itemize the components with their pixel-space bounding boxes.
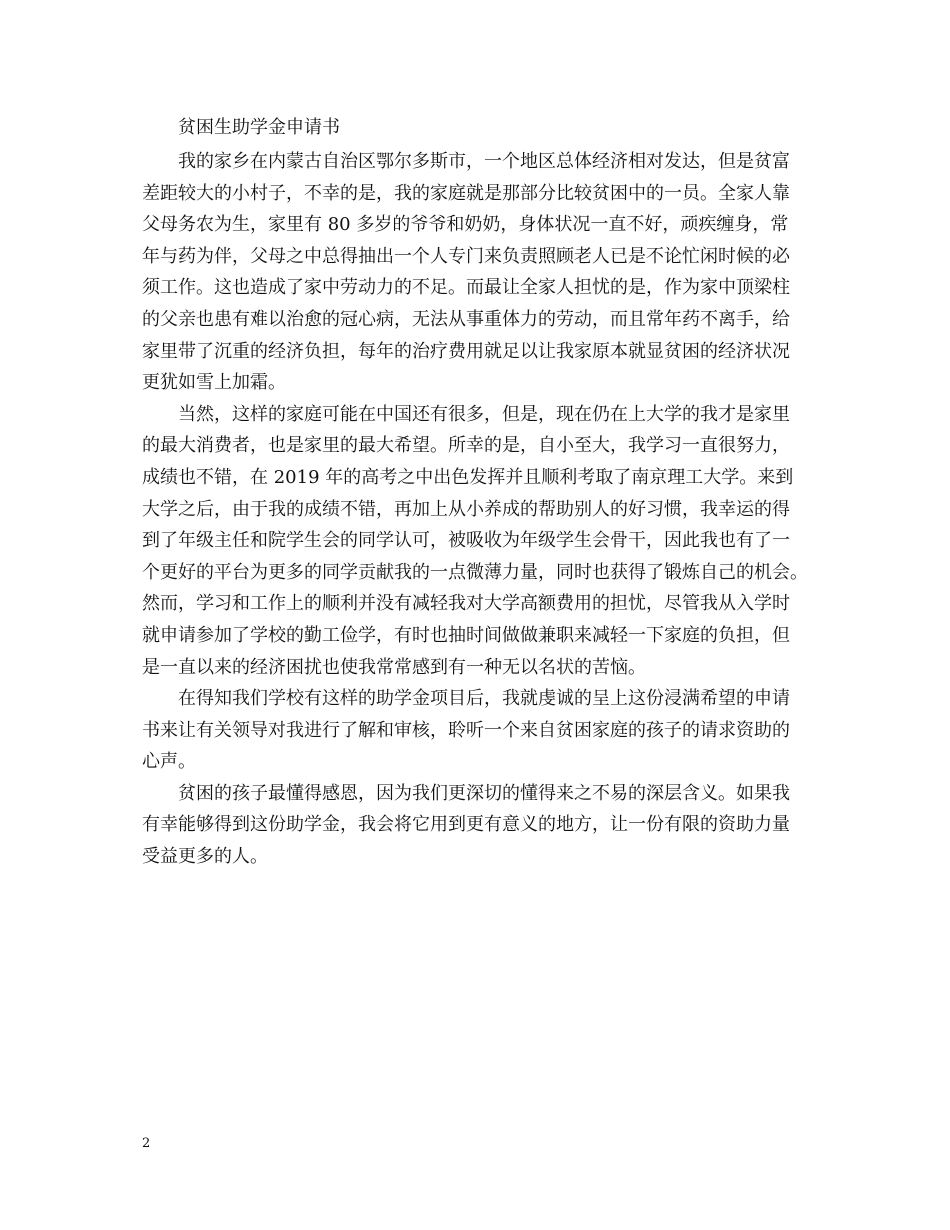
paragraph-line: 然而，学习和工作上的顺利并没有减轻我对大学高额费用的担忧，尽管我从入学时 — [142, 593, 790, 615]
paragraph-line: 的父亲也患有难以治愈的冠心病，无法从事重体力的劳动，而且常年药不离手，给 — [142, 308, 790, 330]
paragraph-line: 成绩也不错，在 2019 年的高考之中出色发挥并且顺利考取了南京理工大学。来到 — [142, 466, 794, 488]
paragraph-line: 我的家乡在内蒙古自治区鄂尔多斯市，一个地区总体经济相对发达，但是贫富 — [178, 151, 790, 172]
paragraph-line: 到了年级主任和院学生会的同学认可，被吸收为年级学生会骨干，因此我也有了一 — [142, 530, 790, 552]
paragraph-line: 父母务农为生，家里有 80 多岁的爷爷和奶奶，身体状况一直不好，顽疾缠身，常 — [142, 214, 789, 236]
paragraph-line: 差距较大的小村子，不幸的是，我的家庭就是那部分比较贫困中的一员。全家人靠 — [142, 182, 790, 204]
paragraph-line: 贫困的孩子最懂得感恩，因为我们更深切的懂得来之不易的深层含义。如果我 — [178, 782, 790, 804]
paragraph-line: 家里带了沉重的经济负担，每年的治疗费用就足以让我家原本就显贫困的经济状况 — [142, 340, 790, 362]
paragraph-line: 的最大消费者，也是家里的最大希望。所幸的是，自小至大，我学习一直很努力， — [142, 435, 790, 457]
paragraph-line: 心声。 — [142, 751, 196, 773]
paragraph-line: 有幸能够得到这份助学金，我会将它用到更有意义的地方，让一份有限的资助力量 — [142, 814, 790, 836]
paragraph-line: 当然，这样的家庭可能在中国还有很多，但是，现在仍在上大学的我才是家里 — [178, 403, 790, 425]
paragraph-line: 受益更多的人。 — [142, 846, 268, 868]
paragraph-line: 是一直以来的经济困扰也使我常常感到有一种无以名状的苦恼。 — [142, 656, 646, 678]
paragraph-1 — [142, 146, 810, 399]
paragraph-line: 年与药为伴，父母之中总得抽出一个人专门来负责照顾老人已是不论忙闲时候的必 — [142, 245, 790, 267]
paragraph-line: 须工作。这也造成了家中劳动力的不足。而最让全家人担忧的是，作为家中顶梁柱 — [142, 277, 790, 299]
paragraph-line: 个更好的平台为更多的同学贡献我的一点微薄力量，同时也获得了锻炼自己的机会。 — [142, 561, 808, 583]
document-body — [142, 146, 810, 873]
paragraph-line: 在得知我们学校有这样的助学金项目后，我就虔诚的呈上这份浸满希望的申请 — [178, 688, 790, 710]
paragraph-2 — [142, 399, 810, 683]
paragraph-line: 就申请参加了学校的勤工俭学，有时也抽时间做做兼职来减轻一下家庭的负担，但 — [142, 624, 790, 646]
paragraph-line: 书来让有关领导对我进行了解和审核，聆听一个来自贫困家庭的孩子的请求资助的 — [142, 719, 790, 741]
paragraph-4 — [142, 778, 810, 873]
document-title: 贫困生助学金申请书 — [178, 117, 340, 138]
page-number: 2 — [142, 1136, 151, 1151]
paragraph-line: 更犹如雪上加霜。 — [142, 372, 286, 394]
paragraph-line: 大学之后，由于我的成绩不错，再加上从小养成的帮助别人的好习惯，我幸运的得 — [142, 498, 790, 520]
paragraph-3 — [142, 683, 810, 778]
